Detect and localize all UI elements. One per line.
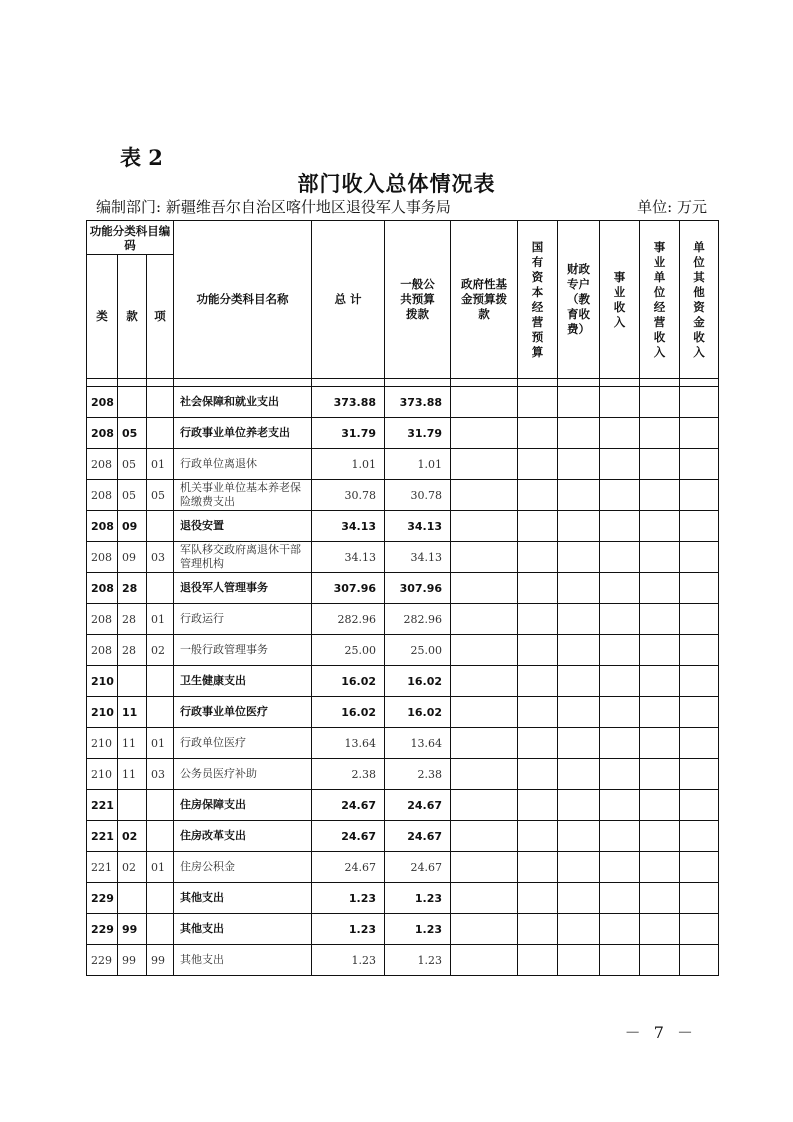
cell-total: 31.79	[312, 418, 385, 449]
cell-kuan: 05	[118, 480, 147, 511]
cell-name: 行政单位医疗	[174, 728, 312, 759]
cell-general-budget: 1.23	[385, 945, 451, 976]
cell-xiang	[147, 666, 174, 697]
cell-state-capital	[518, 728, 558, 759]
cell-other-income	[680, 418, 719, 449]
cell-general-budget: 34.13	[385, 511, 451, 542]
cell-operating-income	[640, 914, 680, 945]
cell-lei: 210	[87, 697, 118, 728]
header-state-capital	[518, 221, 558, 379]
header-other-income-label: 单位其他资金收入	[693, 239, 705, 359]
cell-business-income	[600, 852, 640, 883]
cell-gov-fund	[451, 418, 518, 449]
cell-general-budget: 1.23	[385, 883, 451, 914]
cell-business-income	[600, 573, 640, 604]
cell-fiscal-special	[558, 604, 600, 635]
cell-business-income	[600, 449, 640, 480]
cell-other-income	[680, 635, 719, 666]
cell-business-income	[600, 914, 640, 945]
header-total: 总 计	[312, 221, 385, 379]
cell-operating-income	[640, 511, 680, 542]
cell-business-income	[600, 480, 640, 511]
cell-lei: 221	[87, 821, 118, 852]
cell-fiscal-special	[558, 542, 600, 573]
cell-lei: 229	[87, 945, 118, 976]
cell-kuan: 11	[118, 728, 147, 759]
cell-state-capital	[518, 821, 558, 852]
header-fiscal-special	[558, 221, 600, 379]
cell-state-capital	[518, 542, 558, 573]
cell-state-capital	[518, 852, 558, 883]
cell-gov-fund	[451, 852, 518, 883]
cell-lei: 229	[87, 883, 118, 914]
cell-fiscal-special	[558, 480, 600, 511]
table-row	[87, 418, 719, 449]
cell-operating-income	[640, 759, 680, 790]
cell-kuan	[118, 883, 147, 914]
cell-state-capital	[518, 883, 558, 914]
cell-business-income	[600, 635, 640, 666]
cell-xiang: 01	[147, 852, 174, 883]
cell-fiscal-special	[558, 728, 600, 759]
cell-operating-income	[640, 418, 680, 449]
cell-xiang: 99	[147, 945, 174, 976]
table-row	[87, 511, 719, 542]
cell-general-budget: 282.96	[385, 604, 451, 635]
cell-general-budget: 13.64	[385, 728, 451, 759]
cell-other-income	[680, 573, 719, 604]
page-number: － 7 －	[624, 1023, 697, 1042]
cell-gov-fund	[451, 759, 518, 790]
table-row	[87, 604, 719, 635]
cell-general-budget: 1.01	[385, 449, 451, 480]
cell-xiang: 05	[147, 480, 174, 511]
cell-fiscal-special	[558, 852, 600, 883]
header-kuan: 款	[118, 255, 147, 379]
page-title: 部门收入总体情况表	[297, 171, 496, 196]
cell-name: 其他支出	[174, 914, 312, 945]
table-row	[87, 728, 719, 759]
cell-xiang: 01	[147, 728, 174, 759]
cell-other-income	[680, 697, 719, 728]
cell-general-budget: 24.67	[385, 852, 451, 883]
cell-gov-fund	[451, 573, 518, 604]
cell-operating-income	[640, 635, 680, 666]
cell-general-budget: 1.23	[385, 914, 451, 945]
cell-lei: 208	[87, 573, 118, 604]
cell-other-income	[680, 666, 719, 697]
cell-gov-fund	[451, 666, 518, 697]
cell-lei: 208	[87, 387, 118, 418]
cell-other-income	[680, 852, 719, 883]
cell-business-income	[600, 542, 640, 573]
cell-other-income	[680, 449, 719, 480]
cell-other-income	[680, 945, 719, 976]
cell-total: 24.67	[312, 852, 385, 883]
cell-other-income	[680, 821, 719, 852]
cell-total: 34.13	[312, 511, 385, 542]
cell-state-capital	[518, 511, 558, 542]
cell-kuan	[118, 666, 147, 697]
cell-name: 卫生健康支出	[174, 666, 312, 697]
cell-state-capital	[518, 418, 558, 449]
cell-general-budget: 16.02	[385, 666, 451, 697]
cell-other-income	[680, 914, 719, 945]
cell-state-capital	[518, 387, 558, 418]
cell-kuan: 99	[118, 945, 147, 976]
cell-operating-income	[640, 852, 680, 883]
cell-name: 行政单位离退休	[174, 449, 312, 480]
cell-total: 34.13	[312, 542, 385, 573]
cell-other-income	[680, 604, 719, 635]
cell-state-capital	[518, 697, 558, 728]
header-gov-fund	[451, 221, 518, 379]
cell-state-capital	[518, 759, 558, 790]
cell-name: 其他支出	[174, 883, 312, 914]
cell-other-income	[680, 542, 719, 573]
cell-total: 1.23	[312, 883, 385, 914]
cell-kuan: 02	[118, 852, 147, 883]
header-other-income	[680, 221, 719, 379]
cell-lei: 229	[87, 914, 118, 945]
cell-xiang	[147, 573, 174, 604]
cell-fiscal-special	[558, 914, 600, 945]
header-business-income-label: 事业收入	[613, 269, 626, 329]
header-business-income	[600, 221, 640, 379]
cell-name: 军队移交政府离退休干部管理机构	[174, 542, 312, 573]
cell-gov-fund	[451, 604, 518, 635]
cell-xiang	[147, 790, 174, 821]
cell-name: 行政事业单位医疗	[174, 697, 312, 728]
table-row	[87, 480, 719, 511]
cell-total: 16.02	[312, 697, 385, 728]
cell-lei: 221	[87, 852, 118, 883]
cell-total: 25.00	[312, 635, 385, 666]
cell-operating-income	[640, 666, 680, 697]
cell-name: 公务员医疗补助	[174, 759, 312, 790]
cell-kuan: 05	[118, 418, 147, 449]
table-row	[87, 387, 719, 418]
cell-gov-fund	[451, 387, 518, 418]
department-line: 编制部门: 新疆维吾尔自治区喀什地区退役军人事务局	[96, 198, 451, 216]
cell-operating-income	[640, 573, 680, 604]
cell-business-income	[600, 418, 640, 449]
cell-operating-income	[640, 387, 680, 418]
cell-name: 住房改革支出	[174, 821, 312, 852]
cell-business-income	[600, 697, 640, 728]
cell-xiang	[147, 387, 174, 418]
cell-name: 行政事业单位养老支出	[174, 418, 312, 449]
cell-kuan: 09	[118, 542, 147, 573]
cell-state-capital	[518, 666, 558, 697]
cell-xiang: 02	[147, 635, 174, 666]
cell-fiscal-special	[558, 821, 600, 852]
cell-lei: 208	[87, 449, 118, 480]
cell-xiang	[147, 697, 174, 728]
cell-general-budget: 24.67	[385, 790, 451, 821]
cell-state-capital	[518, 945, 558, 976]
cell-state-capital	[518, 790, 558, 821]
table-row	[87, 759, 719, 790]
cell-total: 30.78	[312, 480, 385, 511]
cell-kuan: 09	[118, 511, 147, 542]
cell-name: 住房公积金	[174, 852, 312, 883]
header-code-group: 功能分类科目编码	[87, 221, 174, 255]
cell-business-income	[600, 604, 640, 635]
header-lei: 类	[87, 255, 118, 379]
cell-name: 行政运行	[174, 604, 312, 635]
cell-gov-fund	[451, 511, 518, 542]
cell-business-income	[600, 728, 640, 759]
table-row	[87, 914, 719, 945]
cell-total: 16.02	[312, 666, 385, 697]
cell-total: 24.67	[312, 821, 385, 852]
cell-total: 1.23	[312, 945, 385, 976]
header-general-budget	[385, 221, 451, 379]
cell-general-budget: 24.67	[385, 821, 451, 852]
cell-kuan: 11	[118, 697, 147, 728]
unit-line: 单位: 万元	[637, 198, 707, 216]
table-row	[87, 449, 719, 480]
income-table	[86, 220, 719, 976]
cell-total: 13.64	[312, 728, 385, 759]
cell-general-budget: 373.88	[385, 387, 451, 418]
cell-total: 373.88	[312, 387, 385, 418]
cell-general-budget: 16.02	[385, 697, 451, 728]
cell-general-budget: 25.00	[385, 635, 451, 666]
cell-xiang: 01	[147, 604, 174, 635]
cell-xiang: 03	[147, 542, 174, 573]
cell-operating-income	[640, 728, 680, 759]
cell-total: 2.38	[312, 759, 385, 790]
cell-operating-income	[640, 790, 680, 821]
cell-operating-income	[640, 480, 680, 511]
cell-lei: 208	[87, 511, 118, 542]
table-row	[87, 573, 719, 604]
cell-operating-income	[640, 883, 680, 914]
cell-state-capital	[518, 480, 558, 511]
cell-fiscal-special	[558, 697, 600, 728]
cell-gov-fund	[451, 728, 518, 759]
cell-fiscal-special	[558, 511, 600, 542]
cell-business-income	[600, 759, 640, 790]
cell-xiang	[147, 914, 174, 945]
cell-lei: 208	[87, 418, 118, 449]
cell-gov-fund	[451, 790, 518, 821]
cell-fiscal-special	[558, 635, 600, 666]
cell-other-income	[680, 511, 719, 542]
spacer-row	[87, 379, 719, 387]
cell-xiang	[147, 511, 174, 542]
cell-kuan: 28	[118, 604, 147, 635]
cell-other-income	[680, 790, 719, 821]
table-body	[87, 379, 719, 976]
table-row	[87, 697, 719, 728]
cell-lei: 210	[87, 728, 118, 759]
table-row	[87, 635, 719, 666]
cell-other-income	[680, 480, 719, 511]
header-general-budget-label: 一般公共预算拨款	[400, 277, 435, 321]
cell-fiscal-special	[558, 759, 600, 790]
cell-gov-fund	[451, 542, 518, 573]
cell-general-budget: 30.78	[385, 480, 451, 511]
cell-fiscal-special	[558, 666, 600, 697]
table-row	[87, 821, 719, 852]
cell-fiscal-special	[558, 945, 600, 976]
cell-state-capital	[518, 914, 558, 945]
header-gov-fund-label: 政府性基金预算拨款	[461, 277, 508, 321]
cell-operating-income	[640, 945, 680, 976]
cell-other-income	[680, 759, 719, 790]
cell-business-income	[600, 666, 640, 697]
table-row	[87, 542, 719, 573]
cell-lei: 208	[87, 542, 118, 573]
cell-kuan: 28	[118, 635, 147, 666]
cell-general-budget: 31.79	[385, 418, 451, 449]
cell-lei: 208	[87, 635, 118, 666]
cell-gov-fund	[451, 635, 518, 666]
cell-name: 退役军人管理事务	[174, 573, 312, 604]
cell-xiang: 01	[147, 449, 174, 480]
cell-total: 24.67	[312, 790, 385, 821]
cell-state-capital	[518, 604, 558, 635]
cell-gov-fund	[451, 945, 518, 976]
cell-kuan: 05	[118, 449, 147, 480]
table-row	[87, 852, 719, 883]
cell-kuan: 99	[118, 914, 147, 945]
cell-gov-fund	[451, 883, 518, 914]
cell-fiscal-special	[558, 573, 600, 604]
cell-lei: 221	[87, 790, 118, 821]
cell-business-income	[600, 821, 640, 852]
cell-general-budget: 34.13	[385, 542, 451, 573]
cell-kuan	[118, 387, 147, 418]
cell-operating-income	[640, 604, 680, 635]
header-fiscal-special-label: 财政专户（教育收费）	[567, 262, 591, 336]
cell-lei: 208	[87, 604, 118, 635]
cell-business-income	[600, 883, 640, 914]
cell-name: 其他支出	[174, 945, 312, 976]
cell-business-income	[600, 790, 640, 821]
cell-lei: 208	[87, 480, 118, 511]
header-operating-income-label: 事业单位经营收入	[653, 239, 666, 359]
cell-gov-fund	[451, 821, 518, 852]
cell-other-income	[680, 387, 719, 418]
table-row	[87, 945, 719, 976]
cell-total: 307.96	[312, 573, 385, 604]
table-row	[87, 666, 719, 697]
cell-fiscal-special	[558, 387, 600, 418]
cell-other-income	[680, 883, 719, 914]
cell-kuan: 11	[118, 759, 147, 790]
cell-name: 社会保障和就业支出	[174, 387, 312, 418]
cell-state-capital	[518, 573, 558, 604]
cell-xiang	[147, 821, 174, 852]
cell-xiang	[147, 883, 174, 914]
cell-operating-income	[640, 821, 680, 852]
cell-lei: 210	[87, 666, 118, 697]
cell-fiscal-special	[558, 449, 600, 480]
cell-fiscal-special	[558, 883, 600, 914]
header-xiang: 项	[147, 255, 174, 379]
header-state-capital-label: 国有资本经营预算	[531, 239, 544, 359]
header-name: 功能分类科目名称	[174, 221, 312, 379]
cell-xiang	[147, 418, 174, 449]
cell-lei: 210	[87, 759, 118, 790]
cell-gov-fund	[451, 914, 518, 945]
cell-general-budget: 2.38	[385, 759, 451, 790]
cell-kuan	[118, 790, 147, 821]
cell-business-income	[600, 387, 640, 418]
cell-total: 282.96	[312, 604, 385, 635]
cell-other-income	[680, 728, 719, 759]
cell-name: 机关事业单位基本养老保险缴费支出	[174, 480, 312, 511]
cell-operating-income	[640, 449, 680, 480]
cell-state-capital	[518, 449, 558, 480]
cell-operating-income	[640, 542, 680, 573]
cell-fiscal-special	[558, 790, 600, 821]
cell-state-capital	[518, 635, 558, 666]
header-operating-income	[640, 221, 680, 379]
cell-xiang: 03	[147, 759, 174, 790]
cell-gov-fund	[451, 480, 518, 511]
table-label: 表 2	[120, 145, 163, 170]
cell-kuan: 28	[118, 573, 147, 604]
cell-kuan: 02	[118, 821, 147, 852]
cell-total: 1.01	[312, 449, 385, 480]
cell-gov-fund	[451, 449, 518, 480]
table-row	[87, 883, 719, 914]
cell-operating-income	[640, 697, 680, 728]
cell-business-income	[600, 511, 640, 542]
cell-name: 一般行政管理事务	[174, 635, 312, 666]
cell-fiscal-special	[558, 418, 600, 449]
cell-gov-fund	[451, 697, 518, 728]
cell-business-income	[600, 945, 640, 976]
cell-general-budget: 307.96	[385, 573, 451, 604]
cell-name: 退役安置	[174, 511, 312, 542]
cell-total: 1.23	[312, 914, 385, 945]
table-row	[87, 790, 719, 821]
cell-name: 住房保障支出	[174, 790, 312, 821]
